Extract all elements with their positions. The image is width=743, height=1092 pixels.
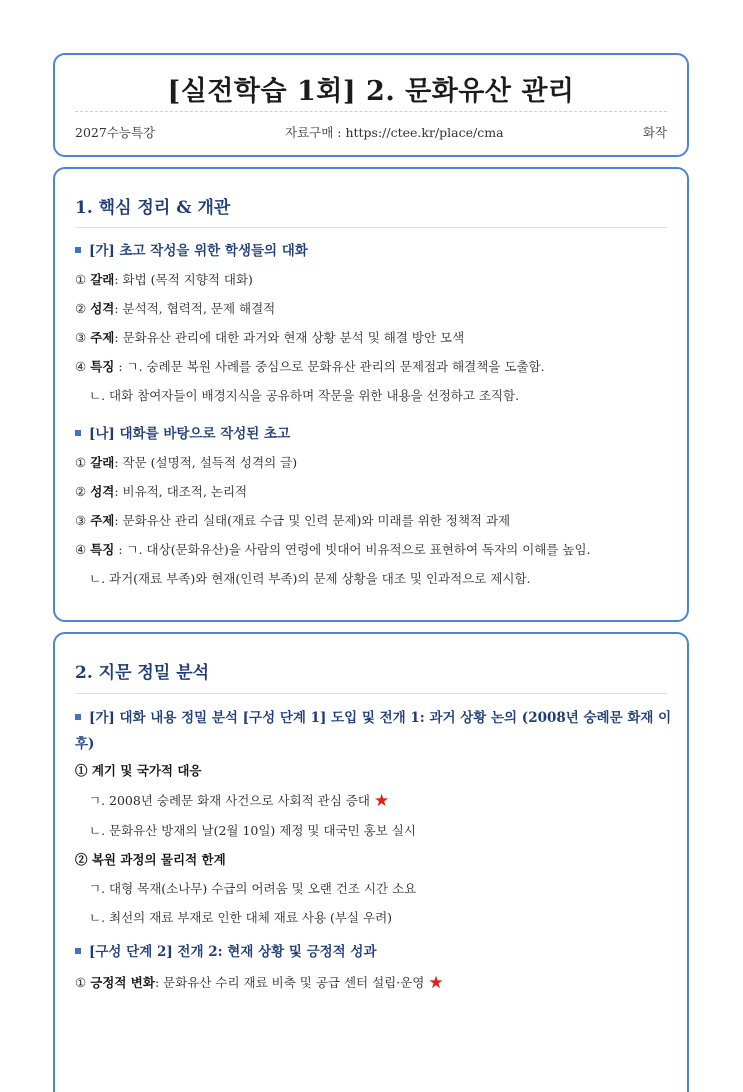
sec1-b-extra: ㄴ. 과거(재료 부족)와 현재(인력 부족)의 문제 상황을 대조 및 인과적으로 제시함. bbox=[89, 571, 531, 586]
square-bullet-icon bbox=[75, 948, 81, 954]
star-icon: ★ bbox=[373, 791, 390, 811]
section-2-title: 2. 지문 정밀 분석 bbox=[75, 663, 210, 683]
sec1-b-item: ② 성격: 비유적, 대조적, 논리적 bbox=[75, 484, 248, 499]
section-1-title: 1. 핵심 정리 & 개관 bbox=[75, 198, 231, 218]
sec1-subheading-a-text: [가] 초고 작성을 위한 학생들의 대화 bbox=[89, 243, 308, 259]
page-title: [실전학습 1회] 2. 문화유산 관리 bbox=[167, 76, 575, 107]
square-bullet-icon bbox=[75, 247, 81, 253]
section-2-divider bbox=[75, 693, 667, 694]
sec2-point-2-item: ㄱ. 대형 목재(소나무) 수급의 어려움 및 오랜 건조 시간 소요 bbox=[89, 881, 417, 896]
square-bullet-icon bbox=[75, 430, 81, 436]
sec1-b-item: ④ 특징 : ㄱ. 대상(문화유산)을 사람의 연령에 빗대어 비유적으로 표현하여 독자의 이해를 높임. bbox=[75, 542, 591, 557]
section-2-card bbox=[53, 632, 689, 1092]
sec1-subheading-a bbox=[75, 238, 673, 264]
star-icon: ★ bbox=[428, 973, 444, 993]
header-card bbox=[53, 53, 689, 157]
header-subject: 화작 bbox=[642, 125, 667, 140]
sec1-a-item: ① 갈래: 화법 (목적 지향적 대화) bbox=[75, 272, 253, 287]
sec2-subheading-b bbox=[75, 939, 673, 965]
sec2-subheading-b-text: [구성 단계 2] 전개 2: 현재 상황 및 긍정적 성과 bbox=[89, 944, 377, 960]
sec2-point-2-title: ② 복원 과정의 물리적 한계 bbox=[75, 852, 226, 867]
sec2-subheading-a-text: [가] 대화 내용 정밀 분석 [구성 단계 1] 도입 및 전개 1: 과거 상황 논의 (2008년 숭례문 화재 이후) bbox=[75, 710, 672, 752]
sec2-b-item: ① 긍정적 변화: 문화유산 수리 재료 비축 및 공급 센터 설립·운영 ★ bbox=[75, 973, 444, 993]
sec2-point-1-title: ① 계기 및 국가적 대응 bbox=[75, 763, 202, 778]
sec2-subheading-a bbox=[75, 705, 673, 757]
sec1-a-item: ② 성격: 분석적, 협력적, 문제 해결적 bbox=[75, 301, 276, 316]
sec1-a-extra: ㄴ. 대화 참여자들이 배경지식을 공유하며 작문을 위한 내용을 선정하고 조직함. bbox=[89, 388, 520, 403]
sec1-a-item: ④ 특징 : ㄱ. 숭례문 복원 사례를 중심으로 문화유산 관리의 문제점과 해결책을 도출함. bbox=[75, 359, 545, 374]
section-1-divider bbox=[75, 227, 667, 228]
sec2-point-1-item: ㄴ. 문화유산 방재의 날(2월 10일) 제정 및 대국민 홍보 실시 bbox=[89, 823, 416, 838]
sec1-a-item: ③ 주제: 문화유산 관리에 대한 과거와 현재 상황 분석 및 해결 방안 모색 bbox=[75, 330, 465, 345]
section-1-card bbox=[53, 167, 689, 622]
sec2-point-2-item: ㄴ. 최선의 재료 부재로 인한 대체 재료 사용 (부실 우려) bbox=[89, 910, 393, 925]
square-bullet-icon bbox=[75, 714, 81, 720]
sec2-point-1-item: ㄱ. 2008년 숭례문 화재 사건으로 사회적 관심 증대 ★ bbox=[89, 791, 390, 811]
sec1-subheading-b-text: [나] 대화를 바탕으로 작성된 초고 bbox=[89, 426, 291, 442]
sec1-subheading-b bbox=[75, 421, 673, 447]
header-divider bbox=[75, 111, 667, 112]
header-purchase-link[interactable]: 자료구매 : https://ctee.kr/place/cma bbox=[285, 125, 504, 140]
header-left-text: 2027수능특강 bbox=[75, 125, 156, 140]
sec1-b-item: ① 갈래: 작문 (설명적, 설득적 성격의 글) bbox=[75, 455, 298, 470]
sec1-b-item: ③ 주제: 문화유산 관리 실태(재료 수급 및 인력 문제)와 미래를 위한 정책적 과제 bbox=[75, 513, 511, 528]
